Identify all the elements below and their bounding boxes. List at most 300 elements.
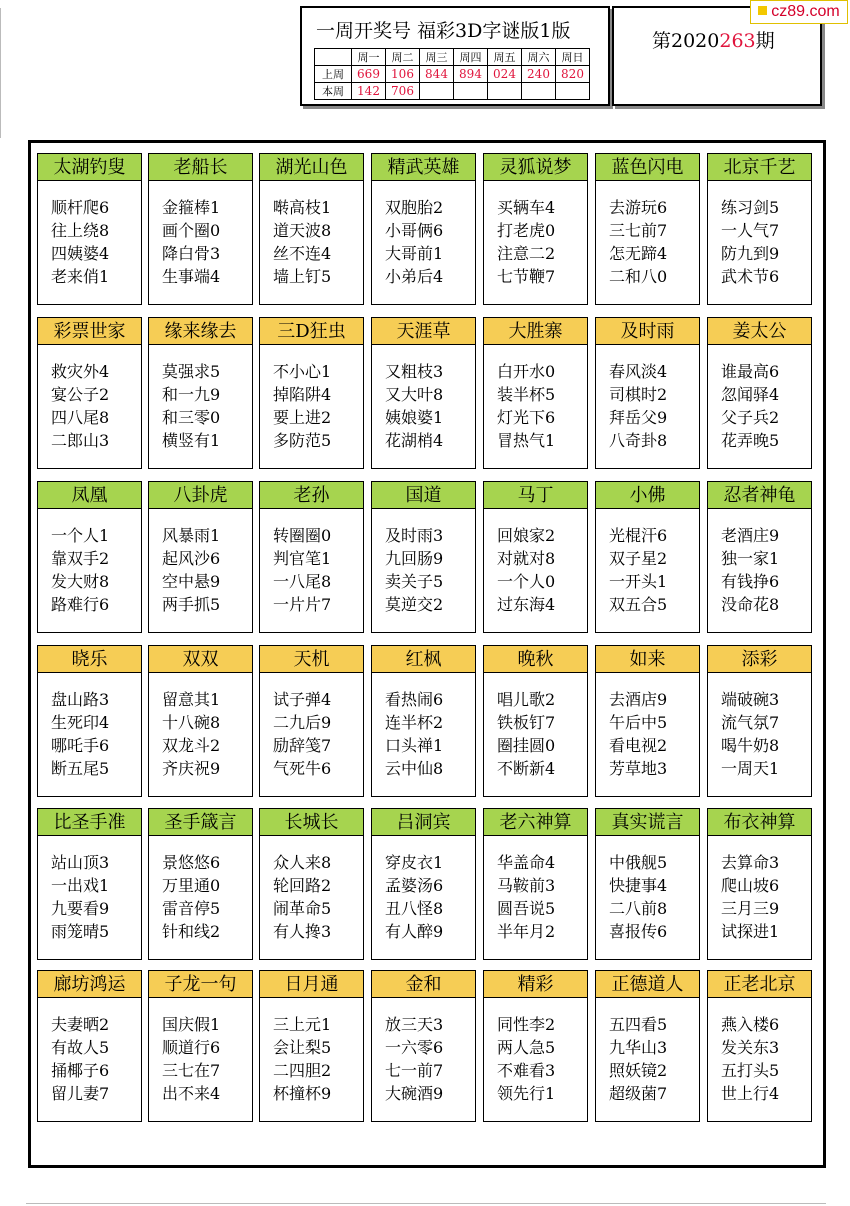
riddle-line: 司棋时2: [609, 385, 668, 404]
riddle-line: 靠双手2: [51, 549, 110, 568]
riddle-box: [259, 481, 364, 633]
day-header: 周二: [386, 49, 420, 66]
riddle-lines: [609, 524, 667, 616]
riddle-title: 大胜寨: [484, 318, 587, 345]
riddle-line: 一八尾8: [273, 572, 332, 591]
riddle-line: 站山顶3: [51, 853, 110, 872]
riddle-line: 马鞍前3: [497, 876, 556, 895]
riddle-line: 试子弹4: [273, 690, 332, 709]
riddle-line: 横竖有1: [162, 431, 221, 450]
riddle-line: 对就对8: [497, 549, 556, 568]
riddle-lines: [51, 1013, 109, 1105]
riddle-line: 燕入楼6: [721, 1015, 780, 1034]
result-cell: [454, 83, 488, 100]
riddle-line: 一人气7: [721, 221, 780, 240]
riddle-title: 精武英雄: [372, 154, 475, 181]
riddle-line: 四八尾8: [51, 408, 110, 427]
riddle-lines: [497, 196, 555, 288]
riddle-line: 啭高枝1: [273, 198, 332, 217]
riddle-line: 夫妻晒2: [51, 1015, 110, 1034]
riddle-line: 试探进1: [721, 922, 780, 941]
riddle-box: [259, 808, 364, 960]
day-header: 周四: [454, 49, 488, 66]
this-week-row: [315, 83, 590, 100]
riddle-title: 湖光山色: [260, 154, 363, 181]
riddle-lines: [273, 1013, 331, 1105]
issue-prefix: 第2020: [652, 30, 720, 52]
riddle-lines: [51, 360, 109, 452]
riddle-line: 励辞笺7: [273, 736, 332, 755]
riddle-box: [371, 970, 476, 1122]
riddle-line: 道天波8: [273, 221, 332, 240]
riddle-line: 两手抓5: [162, 595, 221, 614]
riddle-lines: [721, 851, 779, 943]
riddle-lines: [51, 196, 109, 288]
riddle-lines: [162, 196, 220, 288]
riddle-line: 云中仙8: [385, 759, 444, 778]
riddle-lines: [721, 688, 779, 780]
riddle-lines: [609, 688, 667, 780]
riddle-line: 闹革命5: [273, 899, 332, 918]
riddle-line: 齐庆祝9: [162, 759, 221, 778]
riddle-box: [371, 317, 476, 469]
riddle-line: 大哥前1: [385, 244, 444, 263]
riddle-line: 多防范5: [273, 431, 332, 450]
riddle-title: 及时雨: [596, 318, 699, 345]
riddle-line: 注意二2: [497, 244, 556, 263]
riddle-line: 两人急5: [497, 1038, 556, 1057]
riddle-lines: [497, 1013, 555, 1105]
riddle-line: 流气氛7: [721, 713, 780, 732]
riddle-line: 冒热气1: [497, 431, 556, 450]
riddle-line: 断五尾5: [51, 759, 110, 778]
riddle-lines: [497, 688, 555, 780]
riddle-line: 卖关子5: [385, 572, 444, 591]
riddle-box: [707, 645, 812, 797]
riddle-line: 父子兵2: [721, 408, 780, 427]
riddle-line: 雨笼晴5: [51, 922, 110, 941]
riddle-title: 太湖钓叟: [38, 154, 141, 181]
riddle-line: 顺杆爬6: [51, 198, 110, 217]
riddle-line: 掉陷阱4: [273, 385, 332, 404]
riddle-box: [483, 808, 588, 960]
riddle-line: 哪吒手6: [51, 736, 110, 755]
riddle-line: 双五合5: [609, 595, 668, 614]
riddle-line: 照妖镜2: [609, 1061, 668, 1080]
riddle-lines: [162, 524, 220, 616]
riddle-box: [259, 317, 364, 469]
riddle-lines: [721, 1013, 779, 1105]
riddle-line: 二和八0: [609, 267, 668, 286]
watermark-text: cz89.com: [771, 3, 840, 20]
riddle-line: 去酒店9: [609, 690, 668, 709]
result-cell: 106: [386, 66, 420, 83]
riddle-line: 留儿妻7: [51, 1084, 110, 1103]
riddle-line: 买辆车4: [497, 198, 556, 217]
riddle-line: 一个人0: [497, 572, 556, 591]
riddle-line: 丝不连4: [273, 244, 332, 263]
riddle-lines: [497, 360, 555, 452]
riddle-box: [259, 153, 364, 305]
riddle-title: 马丁: [484, 482, 587, 509]
riddle-line: 花湖梢4: [385, 431, 444, 450]
riddle-line: 午后中5: [609, 713, 668, 732]
riddle-lines: [162, 851, 220, 943]
riddle-title: 精彩: [484, 971, 587, 998]
riddle-line: 装半杯5: [497, 385, 556, 404]
riddle-line: 华盖命4: [497, 853, 556, 872]
riddle-line: 莫逆交2: [385, 595, 444, 614]
riddle-title: 如来: [596, 646, 699, 673]
riddle-title: 老孙: [260, 482, 363, 509]
riddle-title: 老六神算: [484, 809, 587, 836]
riddle-line: 领先行1: [497, 1084, 556, 1103]
riddle-title: 长城长: [260, 809, 363, 836]
riddle-title: 天机: [260, 646, 363, 673]
riddle-box: [371, 481, 476, 633]
riddle-line: 十八碗8: [162, 713, 221, 732]
riddle-line: 又大叶8: [385, 385, 444, 404]
riddle-box: [707, 808, 812, 960]
riddle-lines: [162, 1013, 220, 1105]
riddle-line: 二四胆2: [273, 1061, 332, 1080]
riddle-box: [707, 970, 812, 1122]
riddle-line: 五打头5: [721, 1061, 780, 1080]
riddle-title: 国道: [372, 482, 475, 509]
riddle-line: 老酒庄9: [721, 526, 780, 545]
riddle-title: 天涯草: [372, 318, 475, 345]
site-watermark[interactable]: [750, 0, 848, 24]
riddle-line: 四姨婆4: [51, 244, 110, 263]
riddle-line: 喝牛奶8: [721, 736, 780, 755]
riddle-line: 唱儿歌2: [497, 690, 556, 709]
riddle-box: [595, 645, 700, 797]
riddle-title: 布衣神算: [708, 809, 811, 836]
riddle-title: 晓乐: [38, 646, 141, 673]
riddle-line: 独一家1: [721, 549, 780, 568]
riddle-title: 三D狂虫: [260, 318, 363, 345]
riddle-line: 风暴雨1: [162, 526, 221, 545]
row-label: 本周: [315, 83, 352, 100]
riddle-title: 廊坊鸿运: [38, 971, 141, 998]
riddle-lines: [721, 524, 779, 616]
riddle-line: 有人搀3: [273, 922, 332, 941]
riddle-box: [595, 317, 700, 469]
riddle-line: 同性李2: [497, 1015, 556, 1034]
riddle-line: 莫强求5: [162, 362, 221, 381]
riddle-line: 出不来4: [162, 1084, 221, 1103]
day-header: 周三: [420, 49, 454, 66]
result-cell: [522, 83, 556, 100]
riddle-box: [483, 970, 588, 1122]
riddle-title: 八卦虎: [149, 482, 252, 509]
riddle-line: 留意其1: [162, 690, 221, 709]
page-title: 一周开奖号 福彩3D字谜版1版: [316, 20, 571, 42]
issue-number-value: 263: [719, 30, 756, 52]
riddle-title: 正德道人: [596, 971, 699, 998]
riddle-box: [37, 317, 142, 469]
riddle-line: 路难行6: [51, 595, 110, 614]
riddle-lines: [385, 196, 443, 288]
riddle-lines: [609, 196, 667, 288]
riddle-line: 二九后9: [273, 713, 332, 732]
riddle-line: 杯撞杯9: [273, 1084, 332, 1103]
riddle-line: 针和线2: [162, 922, 221, 941]
riddle-line: 雷音停5: [162, 899, 221, 918]
riddle-line: 九华山3: [609, 1038, 668, 1057]
riddle-line: 打老虎0: [497, 221, 556, 240]
riddle-line: 练习剑5: [721, 198, 780, 217]
watermark-square-icon: [758, 6, 767, 15]
riddle-line: 去游玩6: [609, 198, 668, 217]
riddle-line: 爬山坡6: [721, 876, 780, 895]
riddle-title: 老船长: [149, 154, 252, 181]
riddle-line: 圆吾说5: [497, 899, 556, 918]
riddle-line: 忽闻驿4: [721, 385, 780, 404]
riddle-title: 双双: [149, 646, 252, 673]
riddle-line: 白开水0: [497, 362, 556, 381]
riddle-line: 不难看3: [497, 1061, 556, 1080]
riddle-box: [707, 481, 812, 633]
riddle-lines: [51, 688, 109, 780]
riddle-lines: [497, 524, 555, 616]
riddle-box: [37, 808, 142, 960]
riddle-title: 蓝色闪电: [596, 154, 699, 181]
riddle-line: 放三天3: [385, 1015, 444, 1034]
riddle-line: 起风沙6: [162, 549, 221, 568]
weekly-results-table: [314, 48, 590, 100]
riddle-line: 小弟后4: [385, 267, 444, 286]
riddle-line: 轮回路2: [273, 876, 332, 895]
riddle-box: [259, 645, 364, 797]
riddle-line: 一六零6: [385, 1038, 444, 1057]
riddle-title: 金和: [372, 971, 475, 998]
riddle-title: 缘来缘去: [149, 318, 252, 345]
riddle-title: 吕洞宾: [372, 809, 475, 836]
riddle-title: 姜太公: [708, 318, 811, 345]
riddle-box: [259, 970, 364, 1122]
riddle-line: 转圈圈0: [273, 526, 332, 545]
riddle-line: 一周天1: [721, 759, 780, 778]
riddle-line: 和三零0: [162, 408, 221, 427]
riddle-box: [148, 645, 253, 797]
riddle-line: 看电视2: [609, 736, 668, 755]
riddle-line: 二郎山3: [51, 431, 110, 450]
riddle-box: [595, 970, 700, 1122]
riddle-line: 中俄舰5: [609, 853, 668, 872]
riddle-line: 双子星2: [609, 549, 668, 568]
riddle-line: 往上绕8: [51, 221, 110, 240]
riddle-line: 会让梨5: [273, 1038, 332, 1057]
riddle-line: 拜岳父9: [609, 408, 668, 427]
riddle-line: 生事端4: [162, 267, 221, 286]
result-cell: [556, 83, 590, 100]
riddle-box: [371, 808, 476, 960]
riddle-line: 武术节6: [721, 267, 780, 286]
riddle-line: 金箍棒1: [162, 198, 221, 217]
last-week-row: [315, 66, 590, 83]
riddle-box: [483, 645, 588, 797]
bottom-divider: [26, 1203, 826, 1204]
riddle-line: 国庆假1: [162, 1015, 221, 1034]
riddle-line: 世上行4: [721, 1084, 780, 1103]
riddle-line: 看热闹6: [385, 690, 444, 709]
riddle-line: 画个圈0: [162, 221, 221, 240]
riddle-line: 二八前8: [609, 899, 668, 918]
riddle-lines: [273, 524, 331, 616]
day-header: 周六: [522, 49, 556, 66]
riddle-line: 一开头1: [609, 572, 668, 591]
riddle-box: [595, 481, 700, 633]
riddle-title: 北京千艺: [708, 154, 811, 181]
riddle-line: 双龙斗2: [162, 736, 221, 755]
riddle-box: [148, 481, 253, 633]
riddle-line: 降白骨3: [162, 244, 221, 263]
riddle-lines: [609, 1013, 667, 1105]
riddle-line: 丑八怪8: [385, 899, 444, 918]
riddle-line: 三七在7: [162, 1061, 221, 1080]
result-cell: 820: [556, 66, 590, 83]
riddle-line: 九回肠9: [385, 549, 444, 568]
days-row: [315, 49, 590, 66]
result-cell: 894: [454, 66, 488, 83]
riddle-line: 三七前7: [609, 221, 668, 240]
riddle-line: 不小心1: [273, 362, 332, 381]
riddle-line: 有钱挣6: [721, 572, 780, 591]
riddle-line: 景悠悠6: [162, 853, 221, 872]
riddle-line: 八奇卦8: [609, 431, 668, 450]
riddle-box: [483, 481, 588, 633]
riddle-line: 生死印4: [51, 713, 110, 732]
riddle-line: 气死牛6: [273, 759, 332, 778]
riddle-title: 日月通: [260, 971, 363, 998]
riddle-box: [37, 153, 142, 305]
riddle-line: 光棍汗6: [609, 526, 668, 545]
riddle-box: [148, 808, 253, 960]
riddle-box: [483, 153, 588, 305]
riddle-line: 喜报传6: [609, 922, 668, 941]
riddle-title: 正老北京: [708, 971, 811, 998]
riddle-box: [595, 808, 700, 960]
riddle-box: [483, 317, 588, 469]
riddle-line: 三月三9: [721, 899, 780, 918]
riddle-box: [148, 317, 253, 469]
result-cell: 142: [352, 83, 386, 100]
row-label: 上周: [315, 66, 352, 83]
riddle-title: 忍者神龟: [708, 482, 811, 509]
riddle-box: [707, 153, 812, 305]
riddle-lines: [721, 196, 779, 288]
left-margin-line: [0, 8, 1, 138]
riddle-box: [371, 153, 476, 305]
riddle-lines: [51, 851, 109, 943]
riddle-line: 小哥俩6: [385, 221, 444, 240]
riddle-line: 不断新4: [497, 759, 556, 778]
riddle-line: 一片片7: [273, 595, 332, 614]
riddle-line: 有故人5: [51, 1038, 110, 1057]
riddle-line: 灯光下6: [497, 408, 556, 427]
riddle-line: 及时雨3: [385, 526, 444, 545]
riddle-line: 去算命3: [721, 853, 780, 872]
riddle-box: [37, 645, 142, 797]
riddle-title: 圣手箴言: [149, 809, 252, 836]
riddle-line: 芳草地3: [609, 759, 668, 778]
riddle-line: 防九到9: [721, 244, 780, 263]
corner-cell: [315, 49, 352, 66]
result-cell: [420, 83, 454, 100]
riddle-line: 有人醉9: [385, 922, 444, 941]
riddle-line: 顺道行6: [162, 1038, 221, 1057]
riddle-line: 要上进2: [273, 408, 332, 427]
riddle-lines: [497, 851, 555, 943]
riddle-line: 三上元1: [273, 1015, 332, 1034]
riddle-title: 添彩: [708, 646, 811, 673]
riddle-line: 大碗酒9: [385, 1084, 444, 1103]
riddle-lines: [385, 851, 443, 943]
riddle-line: 口头禅1: [385, 736, 444, 755]
riddle-line: 和一九9: [162, 385, 221, 404]
riddle-lines: [273, 360, 331, 452]
riddle-line: 圈挂圆0: [497, 736, 556, 755]
riddle-line: 一个人1: [51, 526, 110, 545]
riddle-lines: [51, 524, 109, 616]
riddle-line: 没命花8: [721, 595, 780, 614]
riddle-lines: [273, 688, 331, 780]
riddle-line: 宴公子2: [51, 385, 110, 404]
riddle-line: 春风淡4: [609, 362, 668, 381]
day-header: 周一: [352, 49, 386, 66]
riddle-box: [595, 153, 700, 305]
riddle-line: 九要看9: [51, 899, 110, 918]
riddle-line: 空中悬9: [162, 572, 221, 591]
riddle-title: 比圣手准: [38, 809, 141, 836]
day-header: 周五: [488, 49, 522, 66]
riddle-lines: [721, 360, 779, 452]
riddle-lines: [385, 688, 443, 780]
riddle-line: 孟婆汤6: [385, 876, 444, 895]
riddle-line: 花弄晚5: [721, 431, 780, 450]
riddle-box: [707, 317, 812, 469]
riddle-box: [371, 645, 476, 797]
riddle-box: [148, 970, 253, 1122]
riddle-line: 七一前7: [385, 1061, 444, 1080]
issue-number: [652, 26, 775, 53]
riddle-line: 七节鞭7: [497, 267, 556, 286]
riddle-line: 捅椰子6: [51, 1061, 110, 1080]
riddle-line: 一出戏1: [51, 876, 110, 895]
riddle-lines: [162, 688, 220, 780]
riddle-lines: [385, 524, 443, 616]
weekly-results-panel: [300, 6, 610, 106]
riddle-line: 发关东3: [721, 1038, 780, 1057]
riddle-title: 彩票世家: [38, 318, 141, 345]
result-cell: 706: [386, 83, 420, 100]
result-cell: 669: [352, 66, 386, 83]
riddle-box: [37, 481, 142, 633]
riddle-lines: [273, 851, 331, 943]
riddle-line: 救灾外4: [51, 362, 110, 381]
riddle-title: 晚秋: [484, 646, 587, 673]
day-header: 周日: [556, 49, 590, 66]
riddle-lines: [162, 360, 220, 452]
riddle-lines: [609, 851, 667, 943]
issue-suffix: 期: [755, 30, 775, 52]
riddle-line: 又粗枝3: [385, 362, 444, 381]
riddle-line: 盘山路3: [51, 690, 110, 709]
riddle-line: 铁板钉7: [497, 713, 556, 732]
riddle-line: 众人来8: [273, 853, 332, 872]
riddle-title: 真实谎言: [596, 809, 699, 836]
